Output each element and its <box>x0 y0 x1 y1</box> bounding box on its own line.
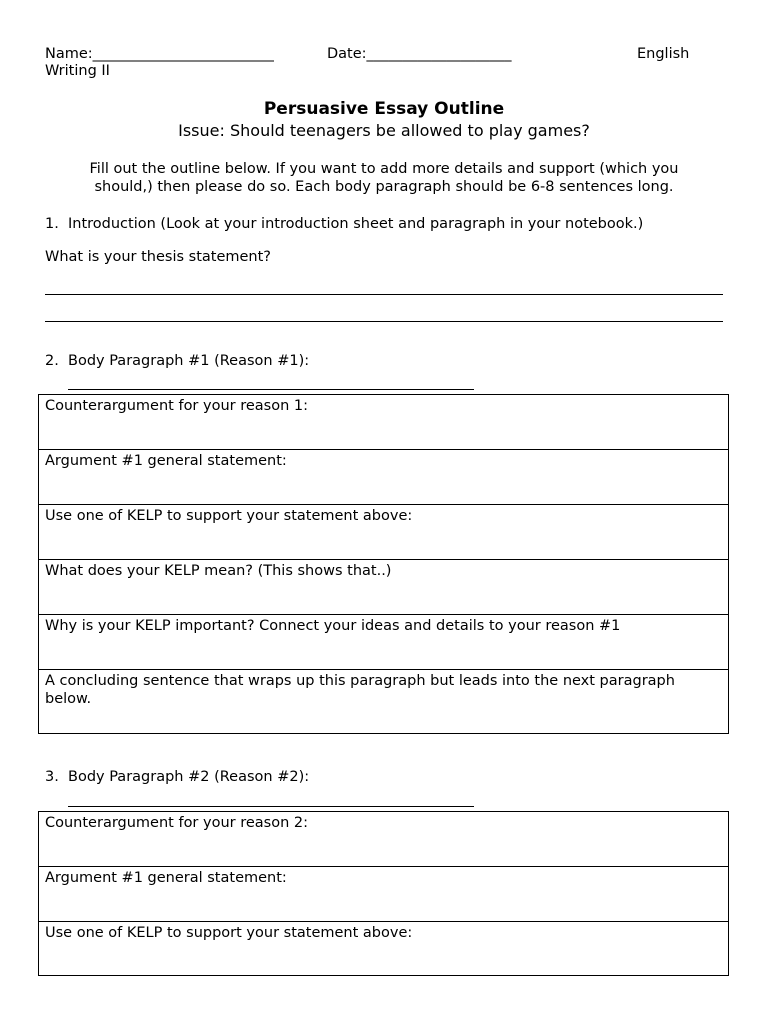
table-row[interactable] <box>39 615 728 670</box>
date-field-label: Date:____________________ <box>327 46 512 62</box>
thesis-answer-line[interactable] <box>45 294 723 295</box>
instructions-text: Fill out the outline below. If you want to add more details and support (which you should,) then please do so. Each body paragraph should be 6-8 sentences long. <box>89 161 679 195</box>
row-prompt: Counterargument for your reason 1: <box>45 398 309 414</box>
section-1-heading <box>45 215 643 233</box>
row-prompt: Use one of KELP to support your statement above: <box>45 508 413 524</box>
section-3-heading <box>45 768 309 786</box>
row-prompt: A concluding sentence that wraps up this paragraph but leads into the next paragraph below. <box>45 673 675 707</box>
table-row[interactable] <box>39 867 728 922</box>
row-prompt: Argument #1 general statement: <box>45 870 287 886</box>
body-paragraph-2-table <box>38 811 729 976</box>
row-prompt: Why is your KELP important? Connect your ideas and details to your reason #1 <box>45 618 621 634</box>
section-number: 1. <box>45 216 59 232</box>
table-row[interactable] <box>39 450 728 505</box>
row-prompt: Counterargument for your reason 2: <box>45 815 309 831</box>
course-label: English <box>637 46 690 62</box>
table-row[interactable] <box>39 505 728 560</box>
table-row[interactable] <box>39 922 728 975</box>
name-field-label: Name:_________________________ <box>45 46 274 62</box>
table-row[interactable] <box>39 670 728 733</box>
reason-1-answer-line[interactable] <box>68 389 474 390</box>
section-label: Body Paragraph #2 (Reason #2): <box>68 769 310 785</box>
table-row[interactable] <box>39 560 728 615</box>
section-label: Introduction (Look at your introduction sheet and paragraph in your notebook.) <box>68 216 644 232</box>
reason-2-answer-line[interactable] <box>68 806 474 807</box>
body-paragraph-1-table <box>38 394 729 734</box>
section-label: Body Paragraph #1 (Reason #1): <box>68 353 310 369</box>
section-2-heading <box>45 352 309 370</box>
issue-subtitle: Issue: Should teenagers be allowed to play games? <box>178 121 590 140</box>
thesis-answer-line[interactable] <box>45 321 723 322</box>
section-number: 3. <box>45 769 59 785</box>
section-number: 2. <box>45 353 59 369</box>
table-row[interactable] <box>39 812 728 867</box>
thesis-prompt: What is your thesis statement? <box>45 249 272 265</box>
course-label-continued: Writing II <box>45 63 110 79</box>
row-prompt: Argument #1 general statement: <box>45 453 287 469</box>
table-row[interactable] <box>39 395 728 450</box>
row-prompt: What does your KELP mean? (This shows that..) <box>45 563 392 579</box>
row-prompt: Use one of KELP to support your statement above: <box>45 925 413 941</box>
page-title: Persuasive Essay Outline <box>263 99 505 119</box>
